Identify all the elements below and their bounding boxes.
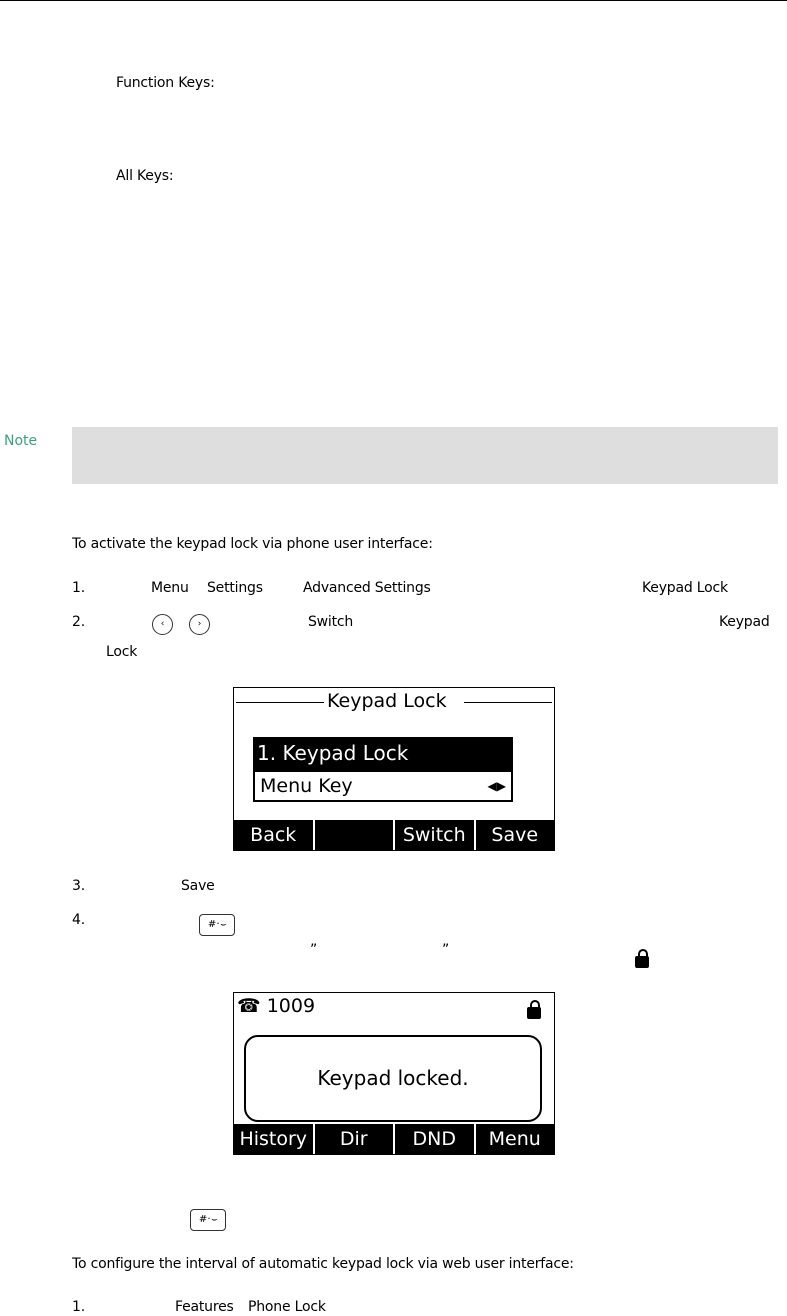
- status-lock-icon: [527, 1007, 541, 1019]
- screen-title-bar: [234, 690, 554, 712]
- step1-number: 1.: [72, 580, 85, 596]
- phone-icon: ☎: [237, 995, 261, 1017]
- softkey-bar: [234, 1124, 554, 1154]
- configure-heading: To configure the interval of automatic keypad lock via web user interface:: [72, 1256, 574, 1272]
- softkey-menu[interactable]: Menu: [474, 1124, 555, 1154]
- pound-key-icon: #·⌣: [199, 914, 235, 936]
- screen-title: Keypad Lock: [327, 690, 447, 712]
- step2-number: 2.: [72, 614, 85, 630]
- softkey-save[interactable]: Save: [474, 820, 555, 850]
- menu-key-option[interactable]: [253, 770, 513, 802]
- header-rule: [0, 0, 787, 1]
- softkey-dnd[interactable]: DND: [393, 1124, 474, 1154]
- step4-number: 4.: [72, 912, 85, 928]
- lock-icon: [635, 956, 649, 968]
- status-row: [237, 995, 549, 1021]
- keypad-locked-message: Keypad locked.: [244, 1035, 542, 1122]
- softkey-back[interactable]: Back: [250, 824, 297, 846]
- note-box: [72, 427, 778, 484]
- step2-switch: Switch: [308, 614, 354, 630]
- left-right-arrows-icon: ◀▶: [487, 779, 506, 793]
- keypad-lock-screen: [233, 687, 555, 851]
- softkey-empty[interactable]: [313, 820, 394, 850]
- softkey-dir[interactable]: Dir: [313, 1124, 394, 1154]
- softkey-switch[interactable]: Switch: [393, 820, 474, 850]
- title-line-left: [236, 702, 324, 703]
- quote-open: ”: [310, 942, 318, 958]
- web-step1-phone-lock: Phone Lock: [248, 1299, 326, 1315]
- right-navigation-key-icon: ›: [189, 614, 210, 635]
- account-number: 1009: [266, 995, 316, 1017]
- step2-keypad: Keypad: [719, 614, 770, 630]
- activate-heading: To activate the keypad lock via phone user interface:: [72, 536, 433, 552]
- note-label: Note: [4, 433, 38, 449]
- step1-menu: Menu: [151, 580, 189, 596]
- step1-keypad-lock: Keypad Lock: [642, 580, 728, 596]
- step2-lock: Lock: [106, 644, 138, 660]
- menu-key-option-label: Menu Key: [260, 775, 353, 797]
- keypad-locked-screen: [233, 992, 555, 1155]
- web-step1-features: Features: [175, 1299, 234, 1315]
- function-keys-label: Function Keys:: [116, 75, 215, 91]
- all-keys-label: All Keys:: [116, 168, 174, 184]
- step3-number: 3.: [72, 878, 85, 894]
- step3-save: Save: [181, 878, 215, 894]
- softkey-bar: [234, 820, 554, 850]
- softkey-history[interactable]: History: [239, 1128, 308, 1150]
- pound-key-icon-2: #·⌣: [190, 1209, 226, 1231]
- title-line-right: [464, 702, 552, 703]
- left-navigation-key-icon: ‹: [152, 614, 173, 635]
- step1-settings: Settings: [207, 580, 263, 596]
- step1-advanced-settings: Advanced Settings: [303, 580, 431, 596]
- selected-menu-item[interactable]: 1. Keypad Lock: [253, 737, 513, 770]
- quote-close: ”: [442, 942, 450, 958]
- web-step1-number: 1.: [72, 1299, 85, 1315]
